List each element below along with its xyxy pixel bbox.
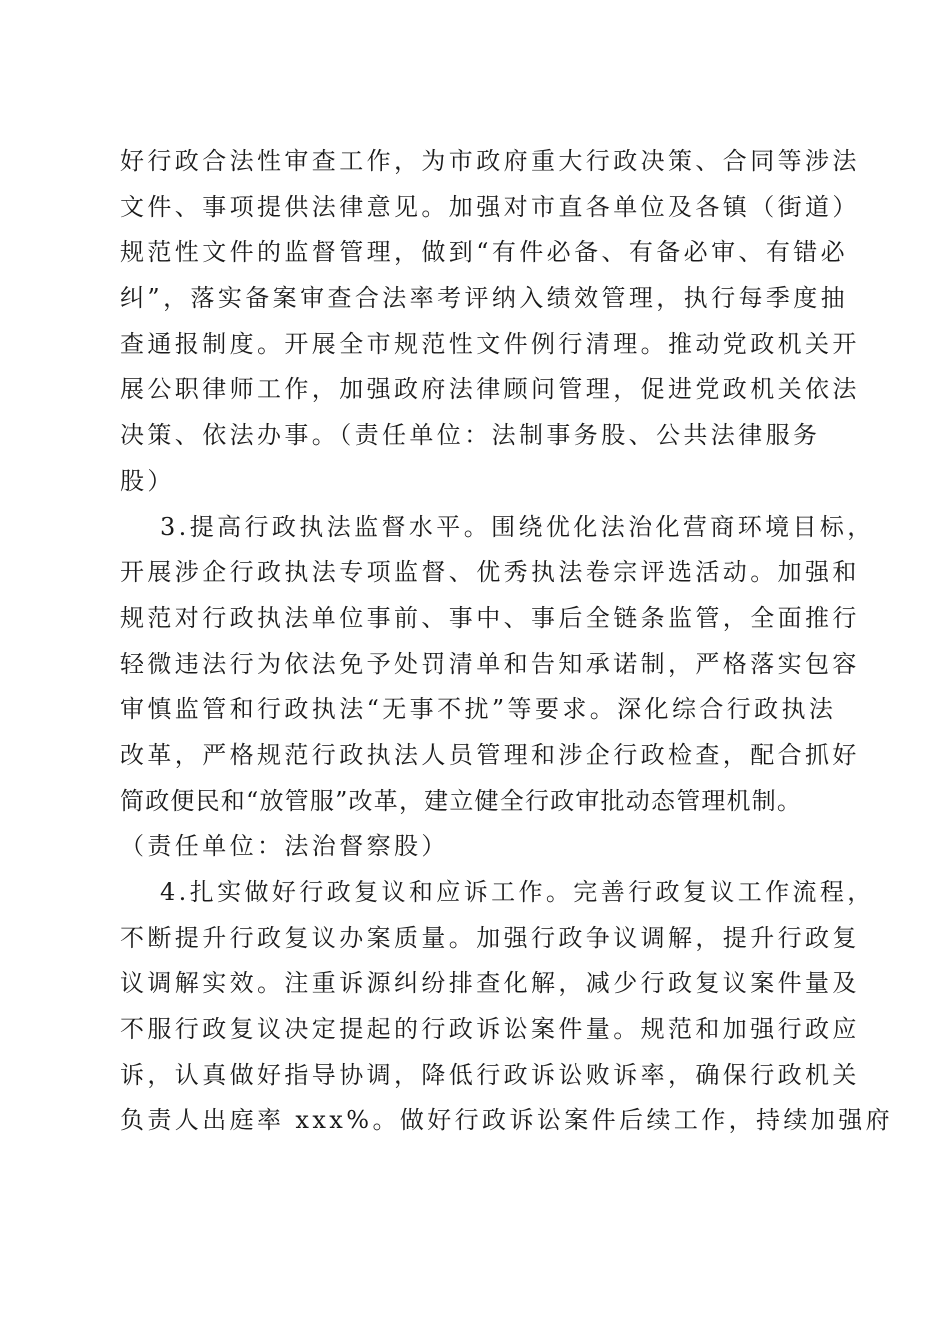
body-line: 纠”，落实备案审查合法率考评纳入绩效管理，执行每季度抽	[120, 284, 849, 313]
body-line: 诉，认真做好指导协调，降低行政诉讼败诉率，确保行政机关	[120, 1060, 860, 1089]
body-line: 不服行政复议决定提起的行政诉讼案件量。规范和加强行政应	[120, 1015, 860, 1044]
body-line: 决策、依法办事。（责任单位：法制事务股、公共法律服务	[120, 421, 821, 450]
body-line: 改革，严格规范行政执法人员管理和涉企行政检查，配合抓好	[120, 740, 860, 769]
body-line: 负责人出庭率 xxx%。做好行政诉讼案件后续工作，持续加强府	[120, 1106, 894, 1135]
body-line: 开展涉企行政执法专项监督、优秀执法卷宗评选活动。加强和	[120, 558, 860, 587]
body-line: （责任单位：法治督察股）	[120, 832, 449, 861]
body-line: 议调解实效。注重诉源纠纷排查化解，减少行政复议案件量及	[120, 969, 860, 998]
body-line: 轻微违法行为依法免予处罚清单和告知承诺制，严格落实包容	[120, 649, 860, 678]
section-heading-4: 4.扎实做好行政复议和应诉工作。完善行政复议工作流程，	[160, 878, 875, 906]
body-line: 好行政合法性审查工作，为市政府重大行政决策、合同等涉法	[120, 147, 860, 175]
section-heading-3: 3.提高行政执法监督水平。围绕优化法治化营商环境目标，	[160, 512, 875, 541]
body-line: 查通报制度。开展全市规范性文件例行清理。推动党政机关开	[120, 329, 860, 358]
body-line: 不断提升行政复议办案质量。加强行政争议调解，提升行政复	[120, 923, 860, 952]
body-line: 展公职律师工作，加强政府法律顾问管理，促进党政机关依法	[120, 375, 860, 404]
body-line: 简政便民和“放管服”改革，建立健全行政审批动态管理机制。	[120, 786, 803, 815]
body-line: 规范对行政执法单位事前、事中、事后全链条监管，全面推行	[120, 603, 860, 632]
body-line: 审慎监管和行政执法“无事不扰”等要求。深化综合行政执法	[120, 695, 837, 724]
body-line: 文件、事项提供法律意见。加强对市直各单位及各镇（街道）	[120, 192, 860, 221]
body-line: 股）	[120, 466, 175, 495]
body-line: 规范性文件的监督管理，做到“有件必备、有备必审、有错必	[120, 238, 849, 267]
document-body	[120, 139, 894, 1144]
